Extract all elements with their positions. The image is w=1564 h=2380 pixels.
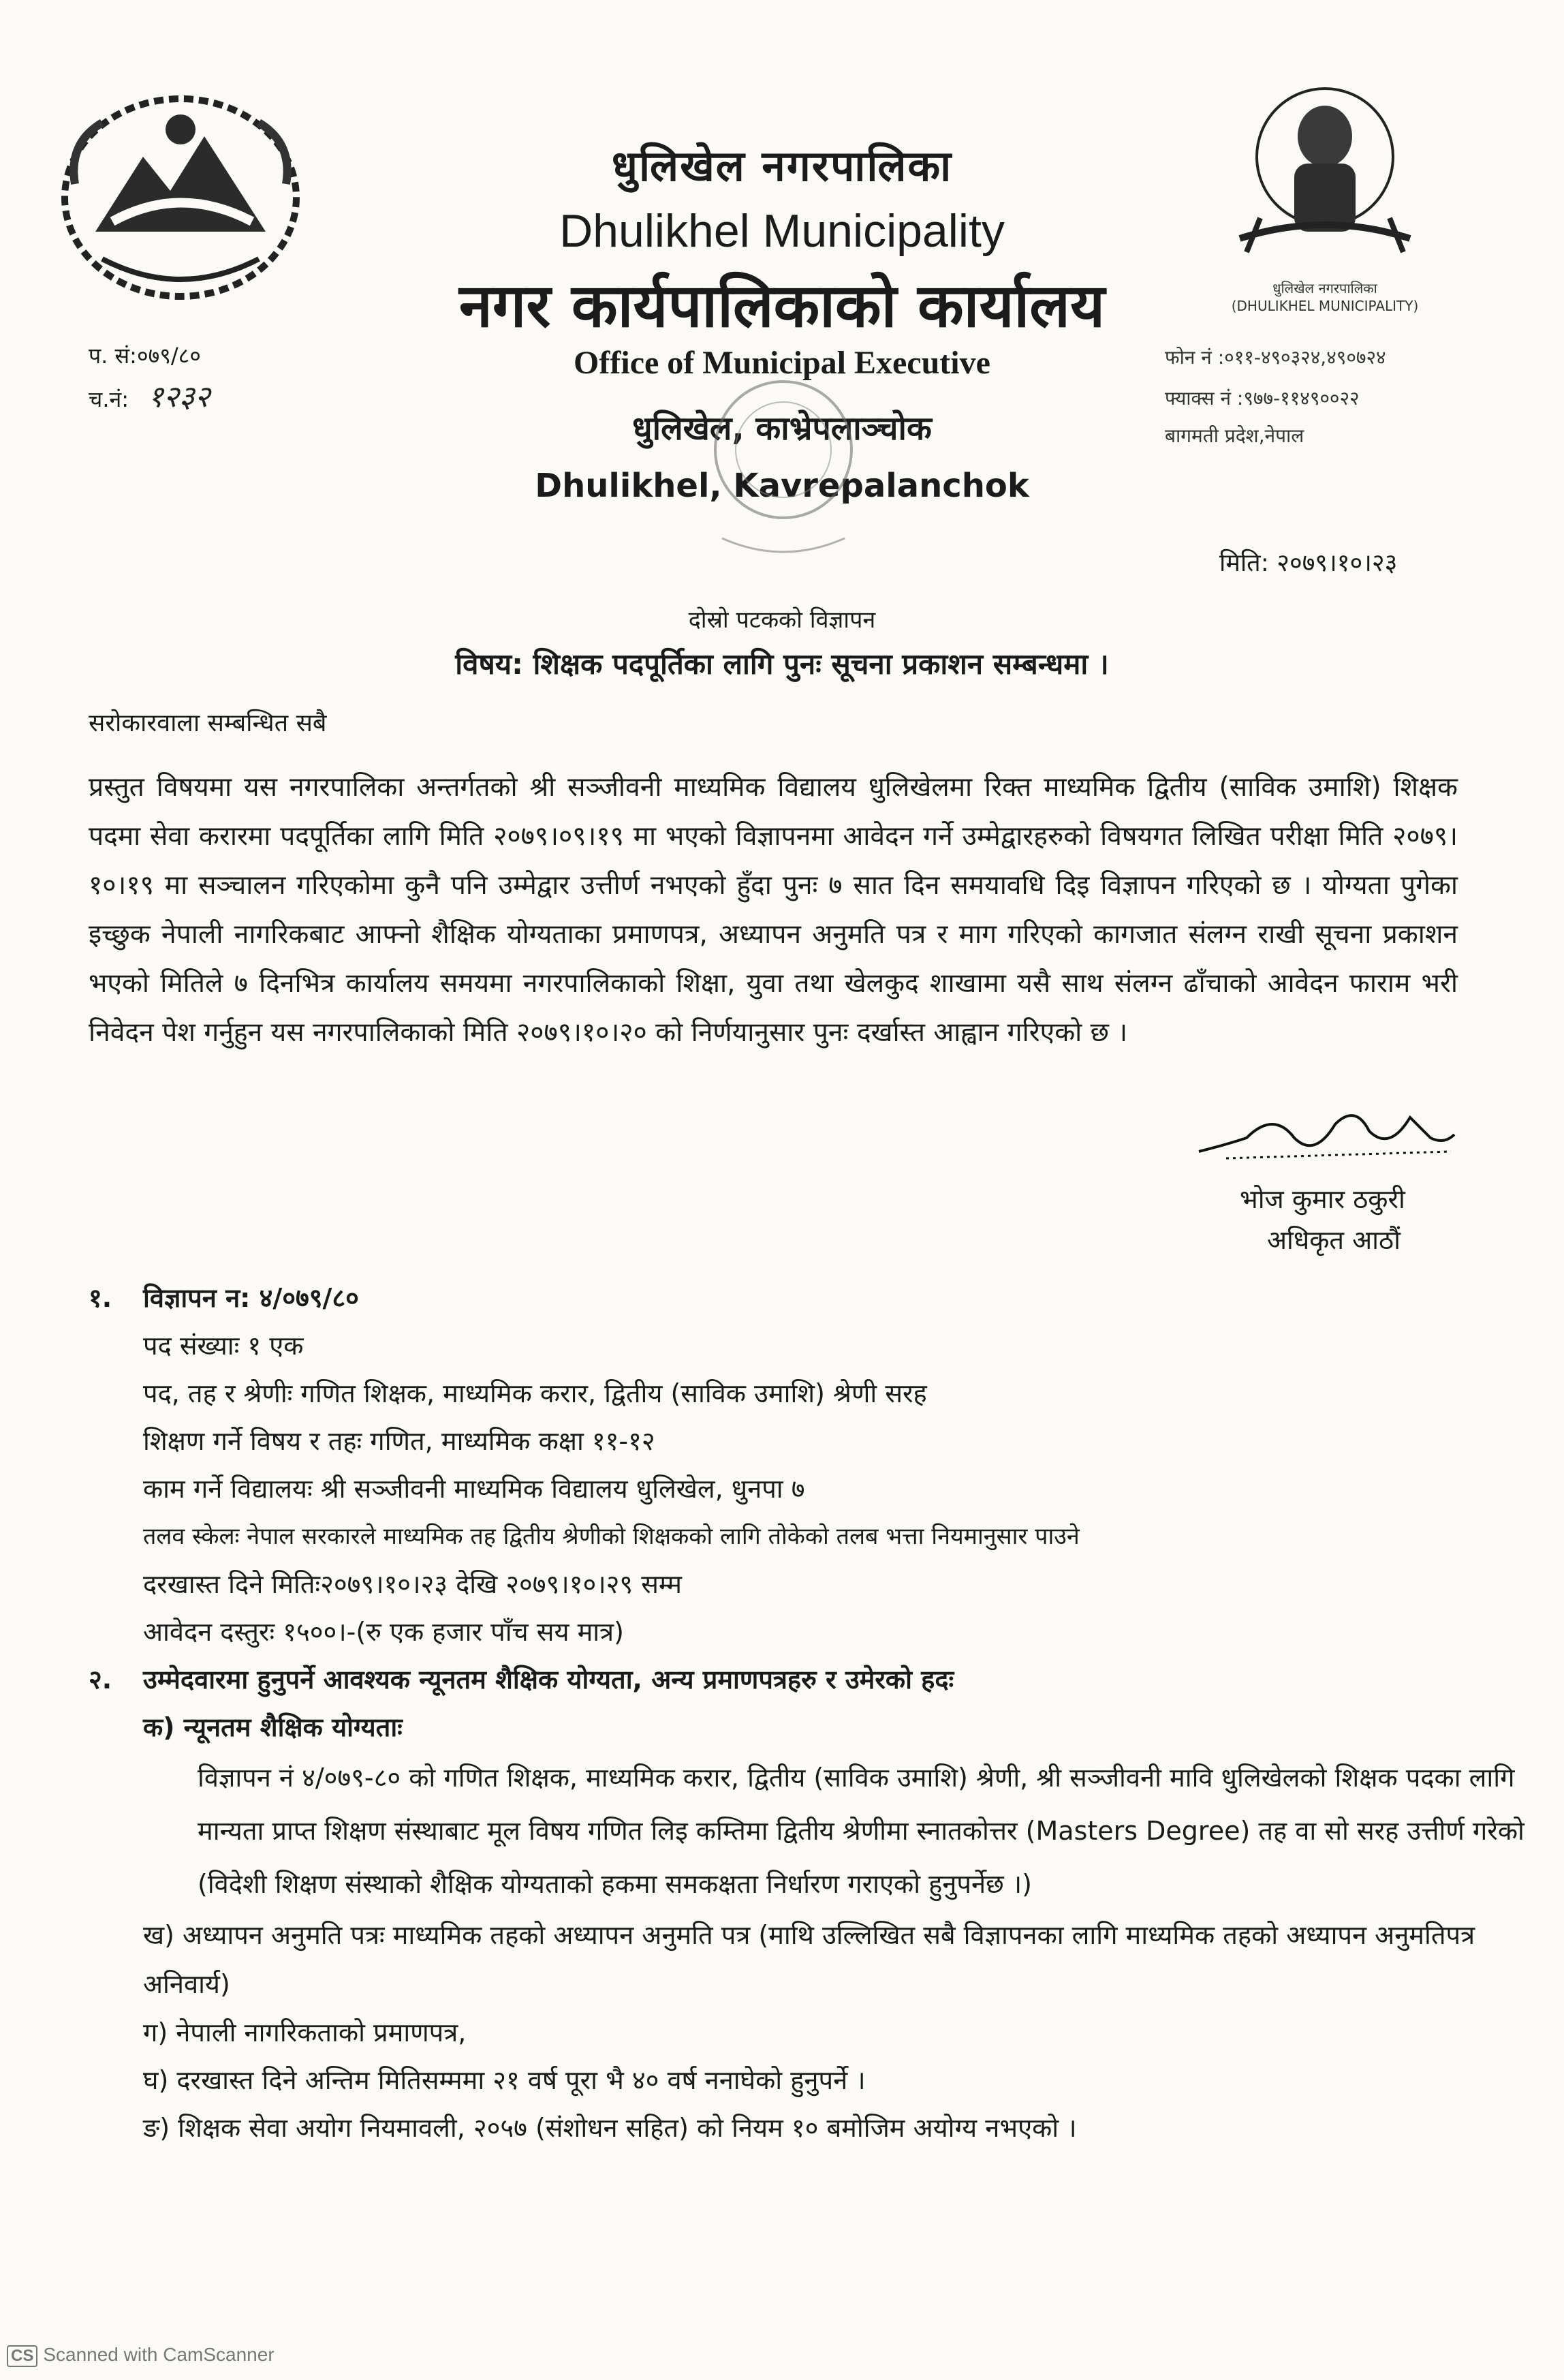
salutation: सरोकारवाला सम्बन्धित सबै (89, 709, 327, 737)
office-name-np: नगर कार्यपालिकाको कार्यालय (459, 271, 1105, 341)
section-2-nga: ङ) शिक्षक सेवा अयोग नियमावली, २०५७ (संशोधन सहित) को नियम १० बमोजिम अयोग्य नभएको । (143, 2113, 1077, 2143)
letter-number-label: प. सं: (89, 343, 137, 369)
section-1-title: विज्ञापन न: ४/०७९/८० (143, 1283, 359, 1313)
dispatch-number-value: १२३२ (148, 380, 210, 414)
letter-date: मिति: २०७९।१०।२३ (1219, 549, 1398, 577)
contact-phone: फोन नं :०११-४९०३२४,४९०७२४ (1165, 346, 1386, 369)
logo-caption-np: धुलिखेल नगरपालिका (1272, 280, 1377, 296)
office-seal-stamp (681, 361, 886, 586)
municipality-name-en: Dhulikhel Municipality (559, 205, 1005, 257)
address-en: Dhulikhel, Kavrepalanchok (535, 467, 1029, 505)
signature (1185, 1097, 1458, 1172)
section-2-gha: घ) दरखास्त दिने अन्तिम मितिसम्ममा २१ वर्ष पूरा भै ४० वर्ष ननाघेको हुनुपर्ने । (143, 2065, 866, 2095)
section-1-line: पद संख्याः १ एक (143, 1331, 304, 1361)
advertisement-title: दोस्रो पटकको विज्ञापन (688, 606, 876, 634)
section-1-line: पद, तह र श्रेणीः गणित शिक्षक, माध्यमिक करार, द्वितीय (साविक उमाशि) श्रेणी सरह (143, 1378, 927, 1408)
body-paragraph: प्रस्तुत विषयमा यस नगरपालिका अन्तर्गतको श्री सञ्जीवनी माध्यमिक विद्यालय धुलिखेलमा रिक्त माध्यमिक द्वितीय (साविक उमाशि) शिक्षक पदमा सेवा करारमा पदपूर्तिका लागि मिति २०७९।०९।१९ मा भएको विज्ञापनमा आवेदन गर्ने उम्मेद्वारहरुको विषयगत लिखित परीक्षा मिति २०७९।१०।१९ मा सञ्चालन गरिएकोमा कुनै पनि उम्मेद्वार उत्तीर्ण नभएको हुँदा पुनः ७ सात दिन समयावधि दिइ विज्ञापन गरिएको छ । योग्यता पुगेका इच्छुक नेपाली नागरिकबाट आफ्नो शैक्षिक योग्यताका प्रमाणपत्र, अध्यापन अनुमति पत्र र माग गरिएको कागजात संलग्न राखी सूचना प्रकाशन भएको मितिले ७ दिनभित्र कार्यालय समयमा नगरपालिकाको शिक्षा, युवा तथा खेलकुद शाखामा यसै साथ संलग्न ढाँचाको आवेदन फाराम भरी निवेदन पेश गर्नुहुन यस नगरपालिकाको मिति २०७९।१०।२० को निर्णयानुसार पुनः दर्खास्त आह्वान गरिएको छ । (89, 772, 1458, 1048)
address-np: धुलिखेल, काभ्रेपलाञ्चोक (632, 409, 932, 448)
section-2-heading (89, 1656, 1485, 1703)
signer-block (1240, 1179, 1405, 1261)
camscanner-text: Scanned with CamScanner (43, 2344, 275, 2365)
section-1-line: काम गर्ने विद्यालयः श्री सञ्जीवनी माध्यमिक विद्यालय धुलिखेल, धुनपा ७ (143, 1474, 805, 1504)
dispatch-number (89, 375, 210, 416)
section-1-line: आवेदन दस्तुरः १५००।-(रु एक हजार पाँच सय मात्र) (143, 1617, 624, 1647)
section-2-ka-label: क) न्यूनतम शैक्षिक योग्यताः (143, 1712, 403, 1742)
advertisement-details (89, 1274, 1524, 2152)
signer-title: अधिकृत आठौं (1267, 1225, 1401, 1255)
subject-line: विषय: शिक्षक पदपूर्तिका लागि पुनः सूचना प्रकाशन सम्बन्धमा । (455, 647, 1109, 681)
section-2-ga: ग) नेपाली नागरिकताको प्रमाणपत्र, (143, 2018, 467, 2047)
section-1-number: १. (89, 1283, 112, 1313)
section-1-line: दरखास्त दिने मितिः२०७९।१०।२३ देखि २०७९।१०।२९ सम्म (143, 1569, 682, 1599)
section-2-title: उम्मेदवारमा हुनुपर्ने आवश्यक न्यूनतम शैक्षिक योग्यता, अन्य प्रमाणपत्रहरु र उमेरको हदः (143, 1665, 954, 1695)
letter-number (89, 341, 201, 370)
letter-number-value: ०७९/८० (136, 343, 201, 369)
section-2-number: २. (89, 1665, 112, 1695)
office-name-en: Office of Municipal Executive (574, 345, 990, 381)
municipality-name-np: धुलिखेल नगरपालिका (611, 141, 953, 191)
section-1-heading (89, 1274, 1485, 1322)
signer-name: भोज कुमार ठकुरी (1240, 1184, 1405, 1214)
section-2-ka-text: विज्ञापन नं ४/०७९-८० को गणित शिक्षक, माध्यमिक करार, द्वितीय (साविक उमाशि) श्रेणी, श्री सञ्जीवनी मावि धुलिखेलको शिक्षक पदका लागि मान्यता प्राप्त शिक्षण संस्थाबाट मूल विषय गणित लिइ कम्तिमा द्वितीय श्रेणीमा स्नातकोत्तर (Masters Degree) तह वा सो सरह उत्तीर्ण गरेको (विदेशी शिक्षण संस्थाको शैक्षिक योग्यताको हकमा समकक्षता निर्धारण गराएको हुनुपर्नेछ ।) (198, 1763, 1524, 1899)
camscanner-watermark (7, 2344, 275, 2367)
logo-caption-en: (DHULIKHEL MUNICIPALITY) (1231, 298, 1419, 314)
section-1-line: शिक्षण गर्ने विषय र तहः गणित, माध्यमिक कक्षा ११-१२ (143, 1426, 655, 1456)
section-2-kha: ख) अध्यापन अनुमति पत्रः माध्यमिक तहको अध्यापन अनुमति पत्र (माथि उल्लिखित सबै विज्ञापनका लागि माध्यमिक तहको अध्यापन अनुमतिपत्र अनिवार्य) (143, 1920, 1475, 1999)
section-1-line: तलव स्केलः नेपाल सरकारले माध्यमिक तह द्वितीय श्रेणीको शिक्षकको लागि तोकेको तलब भत्ता नियमानुसार पाउने (143, 1523, 1080, 1550)
camscanner-badge: CS (7, 2345, 37, 2367)
dispatch-number-label: च.नं: (89, 386, 129, 412)
contact-fax: फ्याक्स नं :९७७-११४९००२२ (1165, 387, 1360, 409)
contact-province: बागमती प्रदेश,नेपाल (1165, 424, 1304, 447)
